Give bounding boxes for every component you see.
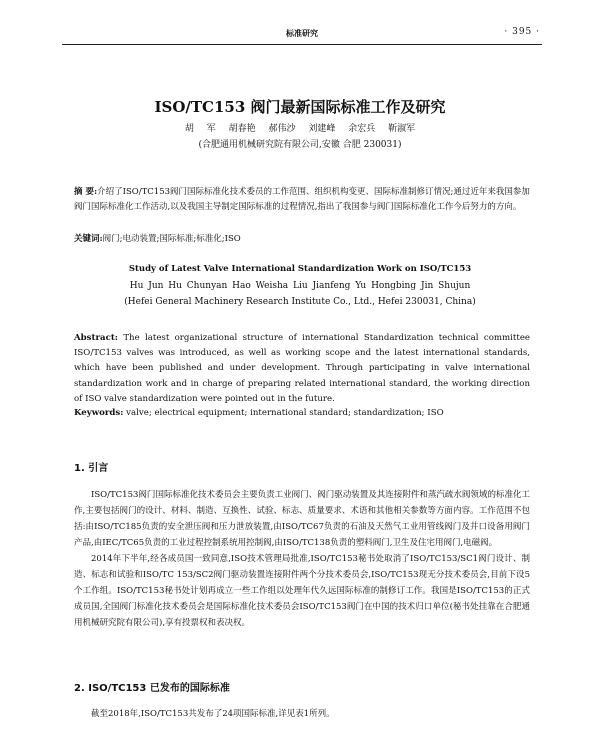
page-number: · 395 ·	[504, 27, 540, 37]
section-2-para-1: 截至2018年,ISO/TC153共发布了24项国际标准,详见表1所列。	[91, 709, 335, 719]
section-2-heading: 2. ISO/TC153 已发布的国际标准	[74, 683, 230, 694]
section-2-body	[74, 707, 530, 719]
abstract-en	[74, 331, 530, 407]
keywords-cn	[74, 232, 530, 247]
abstract-cn-label: 摘 要:	[74, 187, 98, 197]
affiliation-en: (Hefei General Machinery Research Institute Co., Ltd., Hefei 230031, China)	[124, 297, 476, 307]
abstract-en-text: The latest organizational structure of international Standardization technical committee ISO/TC153 valves was introduced, as well as working scope and the latest international standards, which have been published and under development. Through participating in valve international standardization work and in charge of preparing related international standard, the working direction of ISO valve standardization were pointed out in the future.	[74, 333, 531, 404]
abstract-cn	[74, 185, 530, 215]
keywords-en	[74, 408, 530, 418]
affiliation-cn: (合肥通用机械研究院有限公司,安徽 合肥 230031)	[198, 140, 402, 150]
paper-title: ISO/TC153 阀门最新国际标准工作及研究	[154, 98, 446, 116]
keywords-en-text: valve; electrical equipment; international standard; standardization; ISO	[126, 408, 444, 418]
section-1-heading: 1. 引言	[74, 463, 109, 474]
keywords-en-label: Keywords:	[74, 408, 124, 418]
title-en: Study of Latest Valve International Standardization Work on ISO/TC153	[128, 264, 472, 274]
section-1-para-1: ISO/TC153阀门国际标准化技术委员会主要负责工业阀门、阀门驱动装置及其连接附件和蒸汽疏水阀领域的标准化工作,主要包括阀门的设计、材料、制造、互换性、试验、标志、质量要求、术语和其他相关参数等方面内容。工作范围不包括:由ISO/TC185负责的安全泄压阀和压力泄放装置,由ISO/TC67负责的石油及天然气工业用管线阀门及井口设备用阀门产品,由IEC/TC65负责的工业过程控制系统用控制阀,由ISO/TC138负责的塑料阀门,卫生及住宅用阀门,电磁阀。	[74, 490, 530, 548]
journal-section: 标准研究	[286, 28, 318, 38]
running-header	[62, 20, 542, 45]
section-1-para-2: 2014年下半年,经各成员国一致同意,ISO技术管理局批准,ISO/TC153秘书处取消了ISO/TC153/SC1阀门设计、制造、标志和试验和ISO/TC 153/SC2阀门驱动装置连接附件两个分技术委员会,ISO/TC153现无分技术委员会,目前下设5个工作组。ISO/TC153秘书处计划再成立一些工作组以处理年代久远国际标准的制修订工作。我国是ISO/TC153的正式成员国,全国阀门标准化技术委员会是国际标准化技术委员会ISO/TC153阀门在中国的技术归口单位(秘书处挂靠在合肥通用机械研究院有限公司),享有投票权和表决权。	[74, 554, 530, 628]
authors-cn: 胡 军 胡春艳 郝伟沙 刘建峰 余宏兵 靳淑军	[184, 124, 416, 134]
section-1-body	[74, 487, 530, 631]
abstract-en-label: Abstract:	[74, 333, 118, 343]
keywords-cn-label: 关键词:	[74, 234, 103, 244]
authors-en: Hu Jun Hu Chunyan Hao Weisha Liu Jianfeng Yu Hongbing Jin Shujun	[129, 281, 471, 291]
abstract-cn-text: 介绍了ISO/TC153阀门国际标准化技术委员的工作范围、组织机构变更、国际标准制修订情况;通过近年来我国参加阀门国际标准化工作活动,以及我国主导制定国际标准的过程情况,指出了我国参与阀门国际标准化工作今后努力的方向。	[74, 187, 530, 212]
keywords-cn-text: 阀门;电动装置;国际标准;标准化;ISO	[102, 234, 241, 244]
